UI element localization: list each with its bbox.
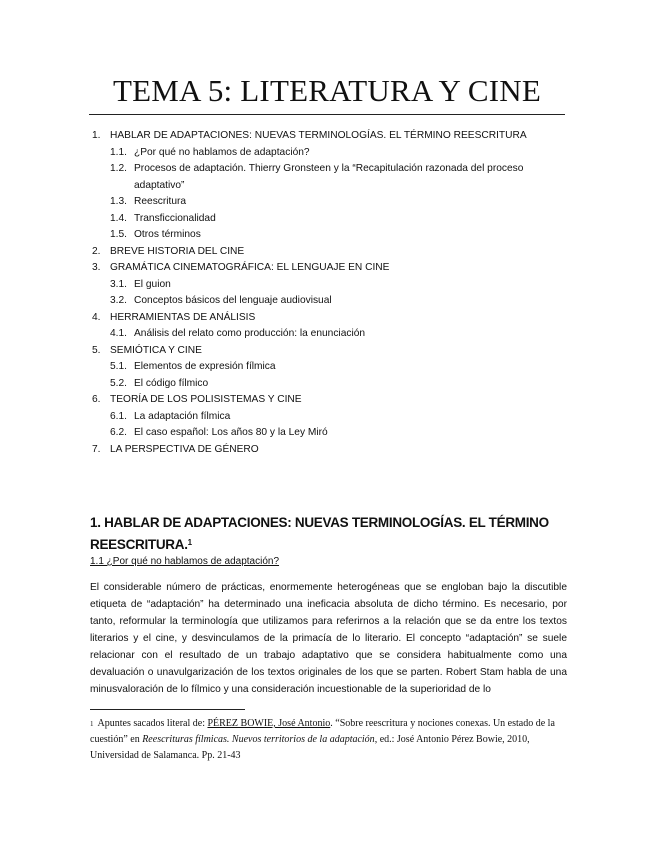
toc-item[interactable] (92, 128, 572, 145)
toc-item-label: SEMIÓTICA Y CINE (110, 344, 202, 356)
toc-subitem-label: Conceptos básicos del lenguaje audiovisual (134, 295, 332, 306)
toc-sublist (92, 359, 572, 392)
toc-subitem-number: 3.2. (110, 295, 127, 306)
toc-item-number: 4. (92, 311, 101, 323)
toc-subitem-number: 6.2. (110, 427, 127, 438)
toc-subitem[interactable] (92, 227, 572, 244)
body-paragraph: El considerable número de prácticas, enormemente heterogéneas que se engloban bajo la discutible etiqueta de “adaptación” ha determinado una ineficacia absoluta de dicho término. Es necesario, por tanto, reformular la terminología que utilizamos para referirnos a la relación que se da entre los textos literarios y el cine, y desvinculamos de la primacía de lo literario. El concepto “adaptación” se suele relacionar con el resultado de un trabajo adaptativo que se considera habitualmente como una devaluación o unavulgarización de los textos originales de los que se parten. Robert Stam habla de una minusvaloración de lo fílmico y una consideración incuestionable de la superioridad de lo (90, 582, 567, 695)
toc-subitem-number: 1.4. (110, 212, 127, 224)
toc-subitem-number: 6.1. (110, 410, 127, 422)
footnote-lead: Apuntes sacados literal de: (97, 718, 205, 729)
section-heading (90, 512, 570, 556)
toc-item-number: 1. (92, 130, 101, 141)
toc-subitem-number: 1.3. (110, 196, 127, 207)
footnote-article: . “Sobre reescritura y nociones conexas. Un estado de la cuestión” en (90, 718, 555, 745)
toc-subitem[interactable] (92, 326, 572, 343)
toc-item-label: TEORÍA DE LOS POLISISTEMAS Y CINE (110, 394, 302, 405)
toc-subitem[interactable] (92, 161, 572, 194)
toc-item[interactable] (92, 442, 572, 459)
page-title: TEMA 5: LITERATURA Y CINE (112, 73, 542, 108)
toc-sublist (92, 409, 572, 442)
footnote-reference[interactable]: 1 (187, 538, 192, 547)
toc-subitem[interactable] (92, 409, 572, 426)
toc-subitem-label: ¿Por qué no hablamos de adaptación? (134, 146, 310, 158)
toc-item-label: BREVE HISTORIA DEL CINE (110, 245, 245, 257)
toc-item-label: GRAMÁTICA CINEMATOGRÁFICA: EL LENGUAJE EN CINE (110, 262, 390, 273)
footnote-mark: 1 (90, 720, 94, 728)
footnote-book-title: Reescrituras fílmicas. Nuevos territorios de la adaptación (142, 734, 375, 745)
toc-subitem-number: 1.5. (110, 229, 127, 240)
toc-subitem-number: 4.1. (110, 328, 127, 339)
subsection-heading: 1.1 ¿Por qué no hablamos de adaptación? (90, 556, 280, 567)
title-underline (89, 114, 565, 115)
toc-subitem[interactable] (92, 211, 572, 228)
toc-subitem[interactable] (92, 194, 572, 211)
toc-item[interactable] (92, 244, 572, 261)
toc-item-label: HERRAMIENTAS DE ANÁLISIS (110, 311, 256, 323)
toc-item-label: LA PERSPECTIVA DE GÉNERO (110, 443, 259, 455)
toc-subitem[interactable] (92, 277, 572, 294)
toc-subitem-label: Elementos de expresión fílmica (134, 361, 276, 372)
footnote-separator (90, 709, 245, 710)
section-heading-text: 1. HABLAR DE ADAPTACIONES: NUEVAS TERMINOLOGÍAS. EL TÉRMINO REESCRITURA. (90, 515, 549, 552)
toc-subitem-label: Transficcionalidad (134, 212, 216, 224)
toc-item[interactable] (92, 392, 572, 409)
toc-subitem-number: 3.1. (110, 278, 127, 290)
toc-subitem-number: 5.1. (110, 361, 127, 372)
toc-subitem-label: Procesos de adaptación. Thierry Gronsteen y la “Recapitulación razonada del proceso adaptativo” (134, 163, 524, 191)
toc-subitem-label: Análisis del relato como producción: la enunciación (134, 328, 366, 339)
toc-sublist (92, 326, 572, 343)
toc-subitem[interactable] (92, 359, 572, 376)
toc-subitem[interactable] (92, 425, 572, 442)
toc-item[interactable] (92, 260, 572, 277)
toc-subitem[interactable] (92, 376, 572, 393)
toc-subitem[interactable] (92, 145, 572, 162)
toc-item[interactable] (92, 310, 572, 327)
toc-item-label: HABLAR DE ADAPTACIONES: NUEVAS TERMINOLOGÍAS. EL TÉRMINO REESCRITURA (110, 130, 527, 141)
toc-item-number: 3. (92, 262, 101, 273)
toc-subitem-label: El caso español: Los años 80 y la Ley Miró (134, 427, 328, 438)
toc-subitem-label: Otros términos (134, 229, 201, 240)
toc-subitem-number: 1.2. (110, 163, 127, 174)
toc-item-number: 5. (92, 344, 101, 356)
toc-sublist (92, 145, 572, 244)
toc-item[interactable] (92, 343, 572, 360)
toc-subitem-label: El guion (134, 278, 171, 290)
toc-item-number: 6. (92, 394, 101, 405)
toc-item-number: 7. (92, 443, 101, 455)
toc-subitem-label: El código fílmico (134, 377, 209, 389)
footnote-rest: , ed.: José Antonio Pérez Bowie, 2010, Universidad de Salamanca. Pp. 21-43 (90, 734, 530, 761)
toc-subitem[interactable] (92, 293, 572, 310)
table-of-contents (92, 128, 572, 458)
footnote-author: PÉREZ BOWIE, José Antonio (207, 718, 331, 729)
toc-sublist (92, 277, 572, 310)
toc-subitem-number: 5.2. (110, 377, 127, 389)
toc-subitem-label: Reescritura (134, 196, 187, 207)
footnote (90, 716, 570, 764)
toc-subitem-number: 1.1. (110, 146, 127, 158)
toc-item-number: 2. (92, 245, 101, 257)
toc-subitem-label: La adaptación fílmica (134, 410, 231, 422)
